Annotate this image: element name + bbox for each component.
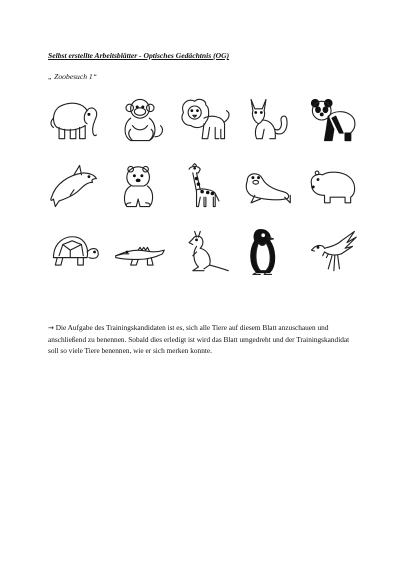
monkey-icon bbox=[112, 94, 168, 146]
worksheet-title: Selbst erstellte Arbeitsblätter - Optisches Gedächtnis (OG) bbox=[48, 51, 230, 60]
task-description bbox=[48, 322, 352, 356]
panda-icon bbox=[304, 94, 360, 146]
dolphin-icon bbox=[46, 160, 102, 212]
elephant-icon bbox=[46, 94, 102, 146]
fox-icon bbox=[238, 94, 294, 146]
kangaroo-icon bbox=[176, 226, 232, 278]
arrow-icon: → bbox=[48, 324, 54, 332]
penguin-icon bbox=[238, 226, 294, 278]
giraffe-icon bbox=[176, 160, 232, 212]
lion-icon bbox=[176, 94, 232, 146]
polar-bear-icon bbox=[112, 160, 168, 212]
turtle-icon bbox=[46, 226, 102, 278]
crocodile-icon bbox=[112, 226, 168, 278]
hippo-icon bbox=[304, 160, 360, 212]
animal-grid bbox=[40, 90, 360, 280]
task-text: Die Aufgabe des Trainingskandidaten ist es, sich alle Tiere auf diesem Blatt anzuschauen und anschließend zu benennen. Sobald dies erledigt ist wird das Blatt umgedreht und der Trainingskandidat soll so viele Tiere benennen, wie er sich merken konnte. bbox=[48, 323, 350, 355]
seal-icon bbox=[238, 160, 294, 212]
worksheet-subtitle: „ Zoobesuch 1“ bbox=[48, 72, 97, 81]
parrot-icon bbox=[304, 226, 360, 278]
